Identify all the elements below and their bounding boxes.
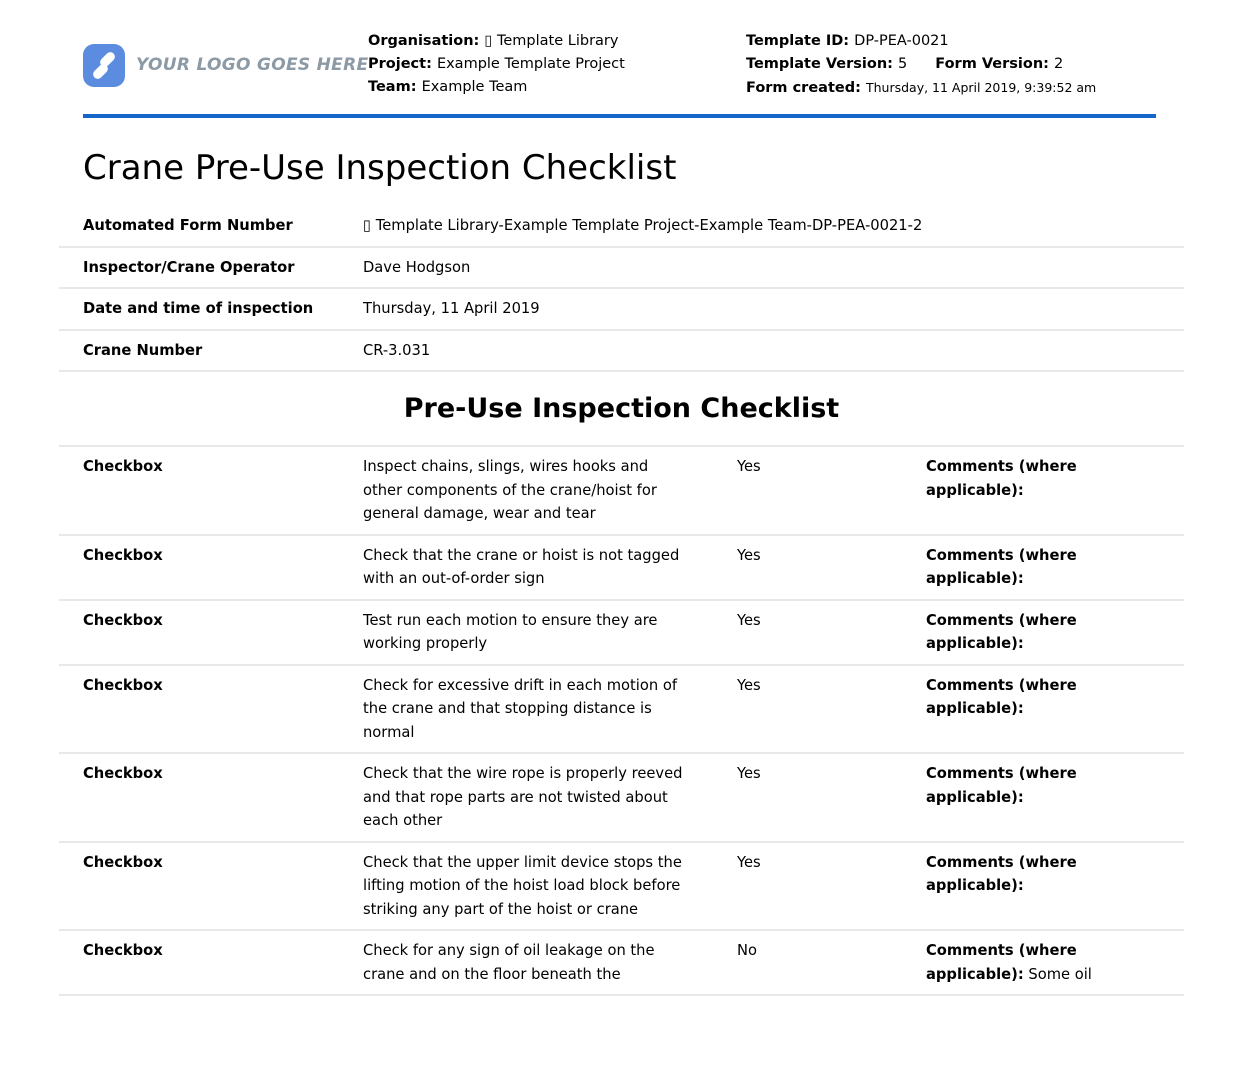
checklist-item-answer: Yes [737, 853, 761, 871]
template-id-value: DP-PEA-0021 [854, 33, 949, 49]
checklist-item-type: Checkbox [83, 546, 163, 564]
checklist-item-description: Inspect chains, slings, wires hooks and other components of the crane/hoist for general damage, wear and tear [363, 458, 657, 522]
checklist-row [59, 666, 1184, 755]
checklist-row [59, 536, 1184, 601]
meta-row-value: CR-3.031 [363, 341, 431, 359]
checklist-item-comments [926, 674, 1160, 745]
meta-row [59, 206, 1184, 248]
checklist-item-description: Check that the upper limit device stops the lifting motion of the hoist load block before striking any part of the hoist or crane [363, 853, 682, 918]
checklist-item-type: Checkbox [83, 853, 163, 871]
meta-row [59, 248, 1184, 290]
checklist-item-description: Check for any sign of oil leakage on the crane and on the floor beneath the [363, 942, 655, 983]
project-label: Project: [368, 56, 432, 72]
team-label: Team: [368, 79, 417, 95]
form-created-label: Form created: [746, 80, 861, 96]
form-created-value: Thursday, 11 April 2019, 9:39:52 am [865, 80, 1097, 95]
versions-line [746, 53, 1156, 76]
checklist-item-comments [926, 609, 1160, 656]
checklist-item-answer: Yes [737, 765, 761, 782]
meta-row [59, 331, 1184, 373]
checklist-item-answer: Yes [737, 611, 761, 629]
meta-row-value: Thursday, 11 April 2019 [363, 300, 540, 317]
logo-block [83, 30, 368, 100]
checklist-row [59, 601, 1184, 666]
checklist-item-comments [926, 939, 1160, 986]
comments-label: Comments (where applicable): [926, 765, 1077, 806]
checklist-item-comments [926, 455, 1160, 526]
comments-label: Comments (where applicable): [926, 676, 1077, 717]
checklist-item-comments [926, 851, 1160, 922]
project-value: Example Template Project [436, 56, 625, 72]
checklist-item-type: Checkbox [83, 458, 163, 475]
team-value: Example Team [421, 79, 528, 95]
meta-row-label: Automated Form Number [83, 217, 293, 234]
meta-row-label: Date and time of inspection [83, 300, 314, 317]
checklist-item-description: Check that the wire rope is properly reeved and that rope parts are not twisted about each other [363, 765, 683, 829]
meta-row-label: Crane Number [83, 341, 203, 359]
form-created-line [746, 76, 1156, 100]
organisation-label: Organisation: [368, 33, 480, 49]
template-id-line [746, 30, 1156, 53]
checklist-item-type: Checkbox [83, 765, 163, 782]
page-title: Crane Pre-Use Inspection Checklist [83, 148, 677, 188]
checklist-item-answer: No [737, 942, 757, 959]
organisation-value: ▯ Template Library [484, 33, 619, 49]
comments-label: Comments (where applicable): [926, 853, 1077, 894]
checklist-item-type: Checkbox [83, 942, 163, 959]
comments-label: Comments (where applicable): [926, 942, 1077, 983]
checklist-row [59, 843, 1184, 932]
meta-row-label: Inspector/Crane Operator [83, 258, 295, 276]
checklist-item-type: Checkbox [83, 676, 163, 694]
meta-row [59, 289, 1184, 331]
organisation-line [368, 30, 746, 53]
checklist-item-comments [926, 762, 1160, 833]
checklist-row [59, 447, 1184, 536]
comments-label: Comments (where applicable): [926, 458, 1077, 499]
comment-text: Some oil [1028, 965, 1092, 983]
team-line [368, 76, 746, 99]
template-version-value: 5 [898, 56, 908, 72]
meta-row-value: ▯ Template Library-Example Template Project-Example Team-DP-PEA-0021-2 [363, 217, 923, 234]
checklist-row [59, 931, 1184, 996]
checklist-item-answer: Yes [737, 546, 761, 564]
form-version-value: 2 [1054, 56, 1064, 72]
meta-row-value: Dave Hodgson [363, 258, 471, 276]
template-id-label: Template ID: [746, 33, 850, 49]
company-logo-icon [83, 44, 125, 87]
header-divider-rule [83, 114, 1156, 118]
checklist-row [59, 754, 1184, 843]
comments-label: Comments (where applicable): [926, 611, 1077, 652]
checklist-item-description: Check for excessive drift in each motion of the crane and that stopping distance is normal [363, 676, 678, 741]
checklist-item-answer: Yes [737, 676, 761, 694]
header-org-column [368, 30, 746, 100]
logo-placeholder-text: YOUR LOGO GOES HERE [136, 55, 369, 75]
checklist-item-comments [926, 544, 1160, 591]
form-version-label: Form Version: [935, 56, 1049, 72]
comments-label: Comments (where applicable): [926, 546, 1077, 587]
checklist-item-description: Test run each motion to ensure they are working properly [363, 611, 658, 652]
checklist-item-description: Check that the crane or hoist is not tagged with an out-of-order sign [363, 546, 680, 587]
section-heading-row [59, 372, 1184, 447]
section-heading: Pre-Use Inspection Checklist [403, 393, 840, 424]
template-version-label: Template Version: [746, 56, 893, 72]
checklist-item-answer: Yes [737, 458, 761, 475]
project-line [368, 53, 746, 76]
header-template-column [746, 30, 1156, 100]
checklist-item-type: Checkbox [83, 611, 163, 629]
form-table [59, 206, 1184, 996]
document-header [83, 30, 1156, 100]
